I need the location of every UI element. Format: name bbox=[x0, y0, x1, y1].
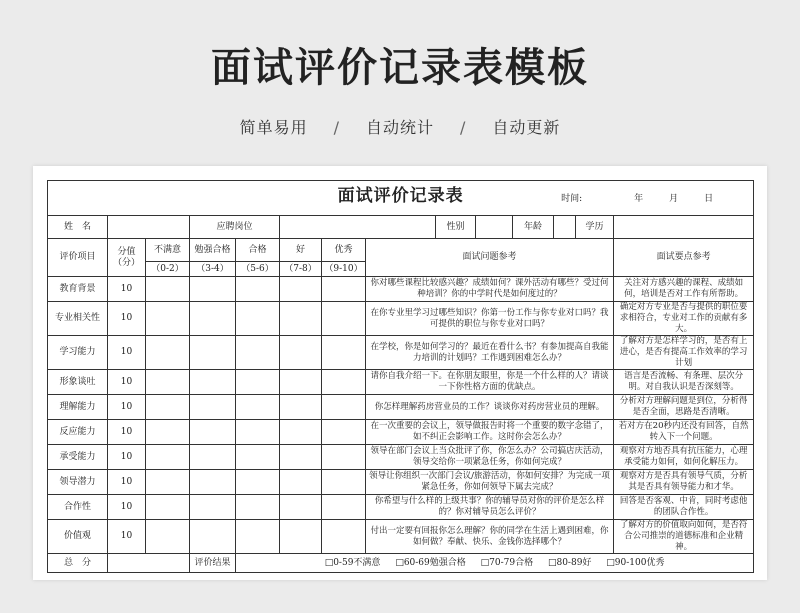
total-label: 总 分 bbox=[48, 554, 108, 573]
table-row bbox=[48, 420, 754, 445]
rating-cell[interactable] bbox=[190, 445, 236, 470]
item-name: 承受能力 bbox=[48, 445, 108, 470]
table-row bbox=[48, 445, 754, 470]
rating-cell[interactable] bbox=[146, 420, 190, 445]
item-name: 专业相关性 bbox=[48, 302, 108, 336]
rating-cell[interactable] bbox=[322, 370, 366, 395]
date-month: 月 bbox=[669, 194, 679, 204]
date-label: 时间: bbox=[561, 194, 583, 204]
rating-cell[interactable] bbox=[190, 470, 236, 495]
item-score: 10 bbox=[108, 302, 146, 336]
item-question: 领导在部门会议上当众批评了你，你怎么办？公司搞店庆活动，领导交给你一项紧急任务，你如何完成？ bbox=[366, 445, 614, 470]
rating-cell[interactable] bbox=[322, 395, 366, 420]
result-option-barely[interactable]: □60-69勉强合格 bbox=[395, 557, 466, 568]
rating-cell[interactable] bbox=[322, 302, 366, 336]
rating-cell[interactable] bbox=[146, 370, 190, 395]
item-question: 付出一定要有回报你怎么理解？你的同学在生活上遇到困难，你如何做？奉献、快乐、金钱你选择哪个？ bbox=[366, 520, 614, 554]
rating-cell[interactable] bbox=[236, 302, 280, 336]
rating-cell[interactable] bbox=[146, 520, 190, 554]
rating-cell[interactable] bbox=[146, 277, 190, 302]
position-field[interactable] bbox=[280, 216, 436, 239]
rating-cell[interactable] bbox=[190, 302, 236, 336]
table-row bbox=[48, 495, 754, 520]
date-day: 日 bbox=[704, 194, 714, 204]
item-question: 在你专业里学习过哪些知识？你第一份工作与你专业对口吗？我可提供的职位与你专业对口吗？ bbox=[366, 302, 614, 336]
result-option-pass[interactable]: □70-79合格 bbox=[480, 557, 534, 568]
item-point: 了解对方的价值取向如何，是否符合公司推崇的道德标准和企业精神。 bbox=[614, 520, 754, 554]
item-name: 教育背景 bbox=[48, 277, 108, 302]
item-score: 10 bbox=[108, 445, 146, 470]
gender-label: 性别 bbox=[436, 216, 476, 239]
rating-cell[interactable] bbox=[146, 395, 190, 420]
table-row bbox=[48, 370, 754, 395]
rating-cell[interactable] bbox=[146, 445, 190, 470]
item-name: 形象谈吐 bbox=[48, 370, 108, 395]
col-header-points: 面试要点参考 bbox=[614, 239, 754, 277]
rating-cell[interactable] bbox=[322, 277, 366, 302]
rating-cell[interactable] bbox=[322, 470, 366, 495]
evaluation-form-table bbox=[47, 180, 754, 573]
item-question: 在学校，你是如何学习的？最近在看什么书？有参加提高自我能力培训的计划吗？工作遇到困难怎么办？ bbox=[366, 336, 614, 370]
table-row bbox=[48, 336, 754, 370]
result-option-excellent[interactable]: □90-100优秀 bbox=[606, 557, 665, 568]
education-label: 学历 bbox=[576, 216, 614, 239]
result-option-good[interactable]: □80-89好 bbox=[547, 557, 592, 568]
col-header-grade-good: 好 bbox=[280, 239, 322, 262]
rating-cell[interactable] bbox=[322, 520, 366, 554]
rating-cell[interactable] bbox=[146, 336, 190, 370]
table-row bbox=[48, 395, 754, 420]
rating-cell[interactable] bbox=[280, 495, 322, 520]
tag-easy: 简单易用 bbox=[239, 118, 308, 137]
total-row bbox=[48, 554, 754, 573]
col-header-score: 分值 （分） bbox=[108, 239, 146, 277]
grade-range: （9-10） bbox=[322, 262, 366, 277]
item-name: 理解能力 bbox=[48, 395, 108, 420]
form-sheet bbox=[33, 166, 767, 580]
page-title: 面试评价记录表模板 bbox=[211, 45, 589, 91]
rating-cell[interactable] bbox=[236, 395, 280, 420]
rating-cell[interactable] bbox=[280, 336, 322, 370]
rating-cell[interactable] bbox=[280, 520, 322, 554]
item-score: 10 bbox=[108, 520, 146, 554]
item-point: 观察对方地否具有抗压能力，心理承受能力如何，如何化解压力。 bbox=[614, 445, 754, 470]
rating-cell[interactable] bbox=[322, 495, 366, 520]
gender-field[interactable] bbox=[476, 216, 513, 239]
rating-cell[interactable] bbox=[190, 370, 236, 395]
rating-cell[interactable] bbox=[322, 445, 366, 470]
item-point: 观察对方是否具有领导气质，分析其是否具有领导能力和才华。 bbox=[614, 470, 754, 495]
tag-auto-stats: 自动统计 bbox=[365, 118, 434, 137]
rating-cell[interactable] bbox=[236, 277, 280, 302]
item-point: 了解对方是怎样学习的，是否有上进心，是否有提高工作效率的学习计划 bbox=[614, 336, 754, 370]
subtitle-tags bbox=[0, 115, 800, 138]
rating-cell[interactable] bbox=[280, 370, 322, 395]
result-option-unsatisfied[interactable]: □0-59不满意 bbox=[324, 557, 381, 568]
item-name: 学习能力 bbox=[48, 336, 108, 370]
item-point: 确定对方专业是否与提供的职位要求相符合，专业对工作的贡献有多大。 bbox=[614, 302, 754, 336]
item-score: 10 bbox=[108, 277, 146, 302]
rating-cell[interactable] bbox=[146, 302, 190, 336]
item-name: 反应能力 bbox=[48, 420, 108, 445]
age-label: 年龄 bbox=[513, 216, 554, 239]
item-point: 语言是否流畅、有条理、层次分明。对自我认识是否深刻等。 bbox=[614, 370, 754, 395]
rating-cell[interactable] bbox=[236, 520, 280, 554]
position-label: 应聘岗位 bbox=[190, 216, 280, 239]
col-header-questions: 面试问题参考 bbox=[366, 239, 614, 277]
item-score: 10 bbox=[108, 336, 146, 370]
rating-cell[interactable] bbox=[146, 470, 190, 495]
item-score: 10 bbox=[108, 495, 146, 520]
item-question: 请你自我介绍一下。在你朋友眼里，你是一个什么样的人？请谈一下你性格方面的优缺点。 bbox=[366, 370, 614, 395]
item-name: 合作性 bbox=[48, 495, 108, 520]
rating-cell[interactable] bbox=[236, 470, 280, 495]
col-header-grade-pass: 合格 bbox=[236, 239, 280, 262]
item-question: 领导让你组织一次部门会议/旅游活动，你如何安排？为完成一项紧急任务，你如何领导下属去完成？ bbox=[366, 470, 614, 495]
item-score: 10 bbox=[108, 395, 146, 420]
rating-cell[interactable] bbox=[190, 277, 236, 302]
item-point: 回答是否客观、中肯，同时考虑他的团队合作性。 bbox=[614, 495, 754, 520]
item-question: 你怎样理解药房营业员的工作？谈谈你对药房营业员的理解。 bbox=[366, 395, 614, 420]
item-name: 价值观 bbox=[48, 520, 108, 554]
item-question: 你希望与什么样的上级共事？你的辅导员对你的评价是怎么样的？你对辅导员怎么评价？ bbox=[366, 495, 614, 520]
table-row bbox=[48, 302, 754, 336]
rating-cell[interactable] bbox=[236, 495, 280, 520]
item-point: 若对方在20秒内还没有回答，自然转入下一个问题。 bbox=[614, 420, 754, 445]
rating-cell[interactable] bbox=[280, 395, 322, 420]
table-row bbox=[48, 470, 754, 495]
rating-cell[interactable] bbox=[280, 445, 322, 470]
table-row bbox=[48, 520, 754, 554]
item-score: 10 bbox=[108, 370, 146, 395]
grade-range: （3-4） bbox=[190, 262, 236, 277]
rating-cell[interactable] bbox=[236, 420, 280, 445]
rating-cell[interactable] bbox=[190, 420, 236, 445]
rating-cell[interactable] bbox=[322, 336, 366, 370]
rating-cell[interactable] bbox=[236, 445, 280, 470]
rating-cell[interactable] bbox=[146, 495, 190, 520]
rating-cell[interactable] bbox=[190, 395, 236, 420]
total-field[interactable] bbox=[108, 554, 190, 573]
rating-cell[interactable] bbox=[236, 336, 280, 370]
item-question: 你对哪些课程比较感兴趣？成绩如何？课外活动有哪些？受过何种培训？你的中学时代是如何度过的？ bbox=[366, 277, 614, 302]
result-label: 评价结果 bbox=[190, 554, 236, 573]
item-point: 关注对方感兴趣的课程、成绩如何，培训是否对工作有所帮助。 bbox=[614, 277, 754, 302]
tag-separator: / bbox=[333, 118, 340, 137]
col-header-grade-unsatisfied: 不满意 bbox=[146, 239, 190, 262]
rating-cell[interactable] bbox=[236, 370, 280, 395]
col-header-grade-excellent: 优秀 bbox=[322, 239, 366, 262]
grade-range: （0-2） bbox=[146, 262, 190, 277]
rating-cell[interactable] bbox=[190, 520, 236, 554]
tag-separator: / bbox=[460, 118, 467, 137]
table-row bbox=[48, 277, 754, 302]
col-header-grade-barely: 勉强合格 bbox=[190, 239, 236, 262]
rating-cell[interactable] bbox=[190, 336, 236, 370]
rating-cell[interactable] bbox=[322, 420, 366, 445]
col-header-item: 评价项目 bbox=[48, 239, 108, 277]
item-point: 分析对方理解问题是到位，分析得是否全面，思路是否清晰。 bbox=[614, 395, 754, 420]
rating-cell[interactable] bbox=[190, 495, 236, 520]
rating-cell[interactable] bbox=[280, 302, 322, 336]
date-line bbox=[561, 194, 713, 205]
rating-cell[interactable] bbox=[280, 277, 322, 302]
name-label: 姓 名 bbox=[48, 216, 108, 239]
age-field[interactable] bbox=[554, 216, 576, 239]
grade-range: （5-6） bbox=[236, 262, 280, 277]
date-year: 年 bbox=[634, 194, 644, 204]
form-title: 面试评价记录表 bbox=[337, 186, 464, 206]
item-question: 在一次重要的会议上，领导做报告时将一个重要的数字念错了，如不纠正会影响工作。这时你会怎么办？ bbox=[366, 420, 614, 445]
name-field[interactable] bbox=[108, 216, 190, 239]
item-score: 10 bbox=[108, 420, 146, 445]
rating-cell[interactable] bbox=[280, 470, 322, 495]
form-title-row bbox=[48, 181, 754, 216]
rating-cell[interactable] bbox=[280, 420, 322, 445]
education-field[interactable] bbox=[614, 216, 754, 239]
result-options bbox=[236, 554, 754, 573]
item-score: 10 bbox=[108, 470, 146, 495]
tag-auto-update: 自动更新 bbox=[492, 118, 561, 137]
item-name: 领导潜力 bbox=[48, 470, 108, 495]
grade-range: （7-8） bbox=[280, 262, 322, 277]
